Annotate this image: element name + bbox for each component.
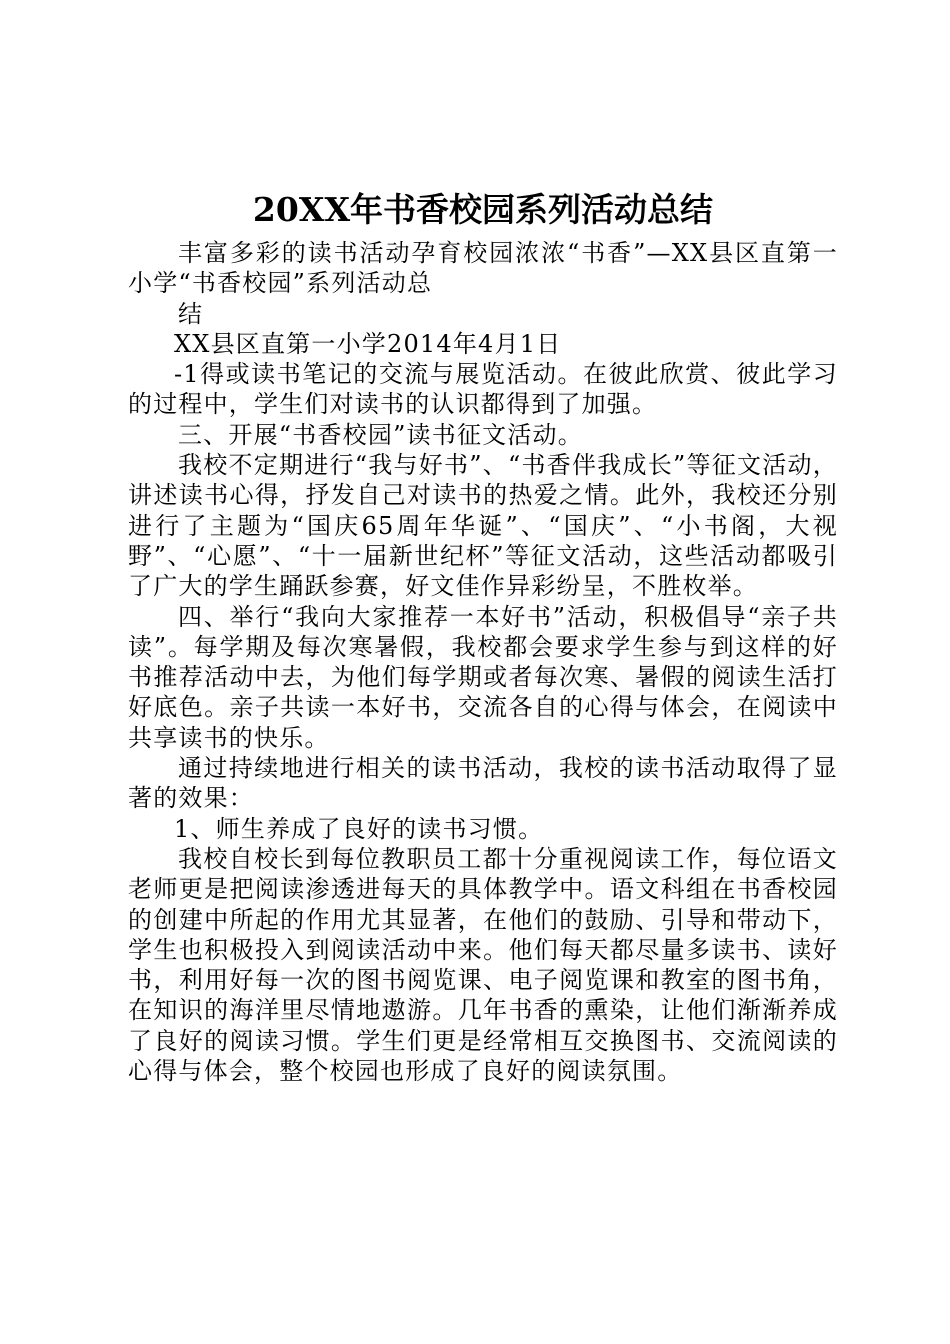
paragraph-subtitle-end: 结: [178, 299, 204, 328]
paragraph-essay-activities: 我校不定期进行“我与好书”、“书香伴我成长”等征文活动，讲述读书心得，抒发自己对读书的热爱之情。此外，我校还分别进行了主题为“国庆65周年华诞”、“国庆”、“小书阁，大视野”、“心愿”、“十一届新世纪杯”等征文活动，这些活动都吸引了广大的学生踊跃参赛，好文佳作异彩纷呈，不胜枚举。: [128, 451, 838, 601]
paragraph-section-three: 三、开展“书香校园”读书征文活动。: [178, 420, 583, 449]
paragraph-date: XX县区直第一小学2014年4月1日: [174, 329, 562, 358]
document-page: [128, 186, 838, 1086]
paragraph-result-one: 1、师生养成了良好的读书习惯。: [174, 814, 544, 843]
paragraph-section-four: 四、举行“我向大家推荐一本好书”活动，积极倡导“亲子共读”。每学期及每次寒暑假，我校都会要求学生参与到这样的好书推荐活动中去，为他们每学期或者每次寒、暑假的阅读生活打好底色。亲子共读一本好书，交流各自的心得与体会，在阅读中共享读书的快乐。: [128, 602, 838, 752]
paragraph-exchange: -1得或读书笔记的交流与展览活动。在彼此欣赏、彼此学习的过程中，学生们对读书的认识都得到了加强。: [128, 360, 838, 419]
document-body: [128, 238, 838, 1086]
paragraph-subtitle: 丰富多彩的读书活动孕育校园浓浓“书香”—XX县区直第一小学“书香校园”系列活动总: [128, 239, 838, 298]
paragraph-reading-habits: 我校自校长到每位教职员工都十分重视阅读工作，每位语文老师更是把阅读渗透进每天的具体教学中。语文科组在书香校园的创建中所起的作用尤其显著，在他们的鼓励、引导和带动下，学生也积极投入到阅读活动中来。他们每天都尽量多读书、读好书，利用好每一次的图书阅览课、电子阅览课和教室的图书角，在知识的海洋里尽情地遨游。几年书香的熏染，让他们渐渐养成了良好的阅读习惯。学生们更是经常相互交换图书、交流阅读的心得与体会，整个校园也形成了良好的阅读氛围。: [128, 844, 838, 1086]
document-title: 20XX年书香校园系列活动总结: [252, 190, 714, 229]
paragraph-results: 通过持续地进行相关的读书活动，我校的读书活动取得了显著的效果：: [128, 754, 838, 813]
